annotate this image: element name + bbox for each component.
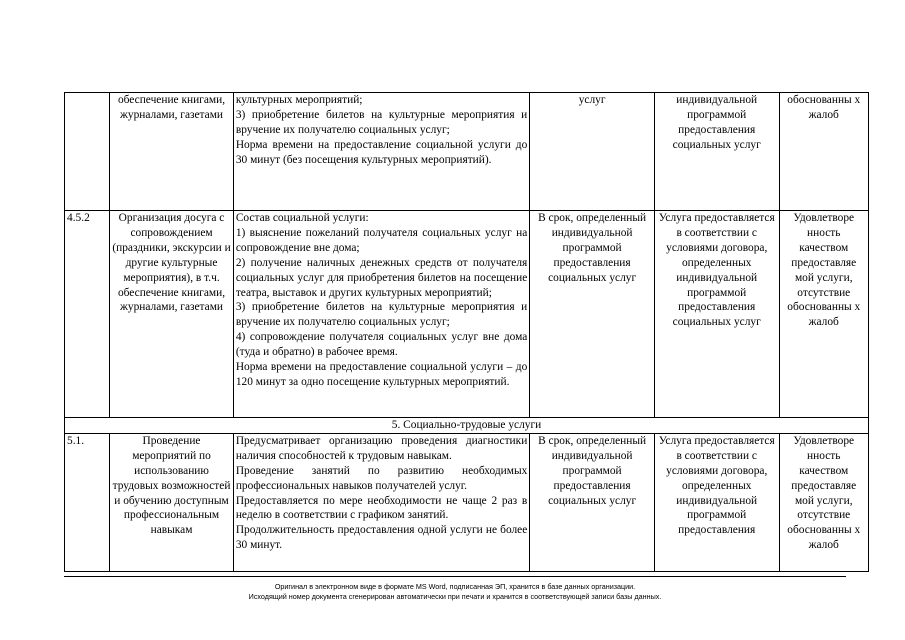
content-line: Норма времени на предоставление социальной услуги до 30 минут (без посещения культурных мероприятий). bbox=[235, 138, 528, 166]
content-line: 2) получение наличных денежных средств от получателя социальных услуг для приобретения билетов на посещение театра, выставок и других культурных мероприятий; bbox=[235, 256, 528, 299]
content-line: 1) выяснение пожеланий получателя социальных услуг на сопровождение вне дома; bbox=[235, 226, 528, 254]
service-name: Организация досуга с сопровождением (праздники, экскурсии и другие культурные мероприятия), в т.ч. обеспечение книгами, журналами, газетами bbox=[110, 211, 234, 418]
service-conditions: индивидуальной программой предоставления социальных услуг bbox=[654, 93, 779, 211]
service-term: В срок, определенный индивидуальной программой предоставления социальных услуг bbox=[530, 433, 655, 571]
service-name: Проведение мероприятий по использованию трудовых возможностей и обучению доступным профессиональным навыкам bbox=[110, 433, 234, 571]
footer-divider bbox=[64, 576, 846, 577]
footer-note: Оригинал в электронном виде в формате MS Word, подписанная ЭП, хранится в базе данных организации. bbox=[274, 582, 636, 591]
content-line: 3) приобретение билетов на культурные мероприятия и вручение их получателю социальных услуг; bbox=[235, 301, 528, 329]
content-line: культурных мероприятий; bbox=[235, 94, 363, 106]
content-line: Предоставляется по мере необходимости не чаще 2 раз в неделю в соответствии с графиком занятий. bbox=[235, 494, 528, 522]
content-line: Предусматривает организацию проведения диагностики наличия способностей к трудовым навыкам. bbox=[235, 434, 528, 462]
footer-note: Исходящий номер документа сгенерирован автоматически при печати и хранится в соответствующей записи базы данных. bbox=[248, 592, 662, 601]
section-row bbox=[65, 418, 869, 434]
service-term: услуг bbox=[530, 93, 655, 211]
service-name: обеспечение книгами, журналами, газетами bbox=[110, 93, 234, 211]
section-heading: 5. Социально-трудовые услуги bbox=[65, 418, 869, 434]
service-quality: Удовлетворе нность качеством предоставляе мой услуги, отсутствие обоснованны х жалоб bbox=[779, 211, 868, 418]
content-line: Норма времени на предоставление социальной услуги – до 120 минут за одно посещение культурных мероприятий. bbox=[235, 361, 528, 388]
table-row bbox=[65, 211, 869, 418]
content-line: Проведение занятий по развитию необходимых профессиональных навыков получателей услуг. bbox=[235, 464, 528, 492]
table-row bbox=[65, 93, 869, 211]
content-line: 4) сопровождение получателя социальных услуг вне дома (туда и обратно) в рабочее время. bbox=[235, 331, 528, 359]
service-content bbox=[233, 211, 529, 418]
content-line: 3) приобретение билетов на культурные мероприятия и вручение их получателю социальных услуг; bbox=[235, 108, 528, 136]
row-number: 4.5.2 bbox=[65, 211, 110, 418]
service-conditions: Услуга предоставляется в соответствии с условиями договора, определенных индивидуальной программой предоставления социальных услуг bbox=[654, 211, 779, 418]
service-content bbox=[233, 93, 529, 211]
service-quality: обоснованны х жалоб bbox=[779, 93, 868, 211]
content-line: Продолжительность предоставления одной услуги не более 30 минут. bbox=[235, 524, 528, 552]
service-content bbox=[233, 433, 529, 571]
row-number: 5.1. bbox=[65, 433, 110, 571]
row-number bbox=[65, 93, 110, 211]
service-term: В срок, определенный индивидуальной программой предоставления социальных услуг bbox=[530, 211, 655, 418]
services-table bbox=[64, 92, 869, 572]
content-line: Состав социальной услуги: bbox=[235, 212, 369, 224]
service-quality: Удовлетворе нность качеством предоставляе мой услуги, отсутствие обоснованны х жалоб bbox=[779, 433, 868, 571]
service-conditions: Услуга предоставляется в соответствии с условиями договора, определенных индивидуальной программой предоставления bbox=[654, 433, 779, 571]
table-row bbox=[65, 433, 869, 571]
